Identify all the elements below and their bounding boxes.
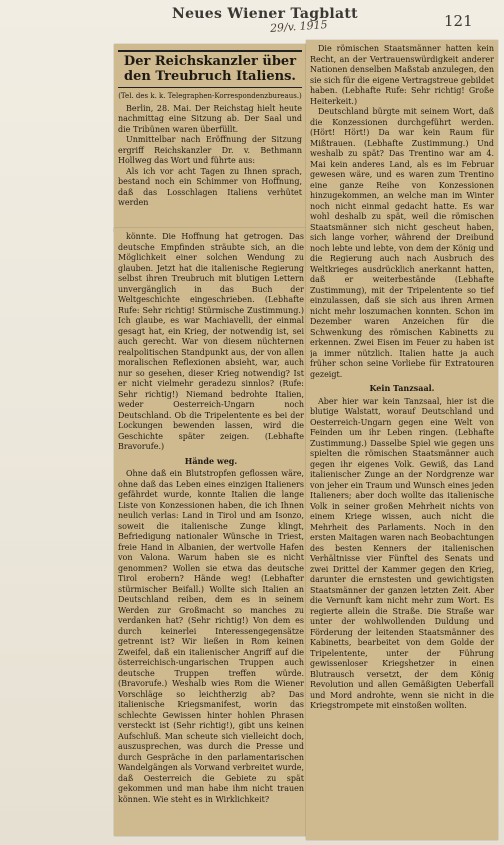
handwritten-date: 29/v. 1915 bbox=[269, 18, 328, 35]
page-header bbox=[0, 0, 504, 40]
article-column-2 bbox=[118, 232, 304, 832]
paragraph: Die römischen Staatsmänner hatten kein Recht, an der Vertrauenswürdigkeit anderer Nationen denselben Maßstab anzulegen, den sie sich für die eigene Vertragstreue gebildet haben. (Lebhafte Rufe: Sehr richtig! Große Heiterkeit.) bbox=[310, 44, 494, 106]
paragraph: könnte. Die Hoffnung hat getrogen. Das deutsche Empfinden sträubte sich, an die Möglichkeit einer solchen Wendung zu glauben. Jetzt hat die italienische Regierung selbst ihren Treubruch mit blutigen Lettern unvergänglich in das Buch der Weltgeschichte eingeschrieben. (Lebhafte Rufe: Sehr richtig! Stürmische Zustimmung.) Ich glaube, es war Machiavelli, der einmal gesagt hat, ein Krieg, der notwendig ist, sei auch gerecht. War von diesem nüchternen realpolitischen Standpunkt aus, der von allen moralischen Reflexionen absieht, war, auch nur so gesehen, dieser Krieg notwendig? Ist er nicht vielmehr geradezu sinnlos? (Rufe: Sehr richtig!) Niemand bedrohte Italien, weder Oesterreich-Ungarn noch Deutschland. Ob die Tripelentente es bei der Lockungen bewenden lassen, wird die Geschichte später zeigen. (Lebhafte Bravorufe.) bbox=[118, 232, 304, 451]
subheading: Hände weg. bbox=[184, 455, 238, 466]
page-number: 121 bbox=[444, 12, 473, 30]
article-column-1 bbox=[118, 50, 302, 230]
subheading: Kein Tanzsaal. bbox=[369, 383, 435, 393]
article-byline: (Tel. des k. k. Telegraphen-Korrespondenzbureaus.) bbox=[118, 92, 302, 100]
newspaper-title: Neues Wiener Tagblatt bbox=[172, 6, 358, 22]
article-column-3 bbox=[310, 44, 494, 836]
paragraph: Berlin, 28. Mai. Der Reichstag hielt heute nachmittag eine Sitzung ab. Der Saal und die Tribünen waren überfüllt. bbox=[118, 103, 302, 134]
paragraph: Als ich vor acht Tagen zu Ihnen sprach, bestand noch ein Schimmer von Hoffnung, daß das Losschlagen Italiens verhütet werden bbox=[118, 166, 302, 207]
paragraph: Deutschland bürgte mit seinem Wort, daß die Konzessionen durchgeführt werden. (Hört! Hört!) Da war kein Raum für Mißtrauen. (Lebhafte Zustimmung.) Und weshalb zu spät? Das Trentino war am 4. Mai kein anderes Land, als es im Februar gewesen wäre, und es waren zum Trentino eine ganze Reihe von Konzessionen hinzugekommen, an welche man im Winter noch nicht einmal gedacht hatte. Es war wohl deshalb zu spät, weil die römischen Staatsmänner sich nicht gescheut haben, sich lange vorher, während der Dreibund noch lebte und lebte, von dem der König und die Regierung auch nach Ausbruch des Weltkrieges ausdrücklich anerkannt hatten, daß er weiterbestände (Lebhafte Zustimmung), mit der Tripelentente so tief einzulassen, daß sie sich aus ihren Armen nicht mehr loszumachen konnten. Schon im Dezember waren Anzeichen für die Schwenkung des römischen Kabinetts zu erkennen. Zwei Eisen im Feuer zu haben ist ja immer nützlich. Italien hatte ja auch früher schon seine Vorliebe für Extratouren gezeigt. bbox=[310, 107, 494, 379]
paragraph: Aber hier war kein Tanzsaal, hier ist die blutige Walstatt, worauf Deutschland und Oesterreich-Ungarn gegen eine Welt von Feinden um ihr Leben ringen. (Lebhafte Zustimmung.) Dasselbe Spiel wie gegen uns spielten die römischen Staatsmänner auch gegen ihr eigenes Volk. Gewiß, das Land italienischer Zunge an der Nordgrenze war von jeher ein Traum und Wunsch eines jeden Italieners; aber doch wollte das italienische Volk in seiner großen Mehrheit nichts von einem Kriege wissen, auch nicht die Mehrheit des Parlaments. Noch in den ersten Maitagen waren nach Beobachtungen des besten Kenners der italienischen Verhältnisse vier Fünftel des Senats und zwei Drittel der Kammer gegen den Krieg, darunter die ernstesten und gewichtigsten Staatsmänner der ganzen letzten Zeit. Aber die Vernunft kam nicht mehr zum Wort. Es regierte allein die Straße. Die Straße war unter der wohlwollenden Duldung und Förderung der leitenden Staatsmänner des Kabinetts, bearbeitet von dem Golde der Tripelentente, unter der Führung gewissenloser Kriegshetzer in einen Blutrausch versetzt, der dem König Revolution und allen Gemäßigten Ueberfall und Mord androhte, wenn sie nicht in die Kriegstrompete mit einstoßen wollten. bbox=[310, 396, 494, 710]
paragraph: Unmittelbar nach Eröffnung der Sitzung ergriff Reichskanzler Dr. v. Bethmann Hollweg das Wort und führte aus: bbox=[118, 135, 302, 165]
paragraph: Ohne daß ein Blutstropfen geflossen wäre, ohne daß das Leben eines einzigen Italieners gefährdet wurde, konnte Italien die lange Liste von Konzessionen haben, die ich Ihnen neulich verlas: Land in Tirol und am Isonzo, soweit die italienische Zunge klingt, Befriedigung nationaler Wünsche in Triest, freie Hand in Albanien, der wertvolle Hafen von Valona. Warum haben sie es nicht genommen? Wollen sie etwa das deutsche Tirol erobern? Hände weg! (Lebhafter stürmischer Beifall.) Wollte sich Italien an Deutschland reiben, dem es in seinem Werden zur Großmacht so manches zu verdanken hat? (Sehr richtig!) Von dem es durch keinerlei Interessengegensätze getrennt ist? Wir ließen in Rom keinen Zweifel, daß ein italienischer Angriff auf die österreichisch-ungarischen Truppen auch deutsche Truppen treffen würde. (Bravorufe.) Weshalb wies Rom die Wiener Vorschläge so leichtherzig ab? Das italienische Kriegsmanifest, worin das schlechte Gewissen hinter hohlen Phrasen versteckt ist (Sehr richtig!), gibt uns keinen Aufschluß. Man scheute sich vielleicht doch, auszusprechen, was durch die Presse und durch Gespräche in den parlamentarischen Wandelgängen als Vorwand verbreitet wurde, daß Oesterreich die Gebiete zu spät gekommen und man habe ihm nicht trauen können. Wie steht es in Wirklichkeit? bbox=[118, 469, 304, 804]
article-headline: Der Reichskanzler über den Treubruch Italiens. bbox=[118, 50, 302, 88]
